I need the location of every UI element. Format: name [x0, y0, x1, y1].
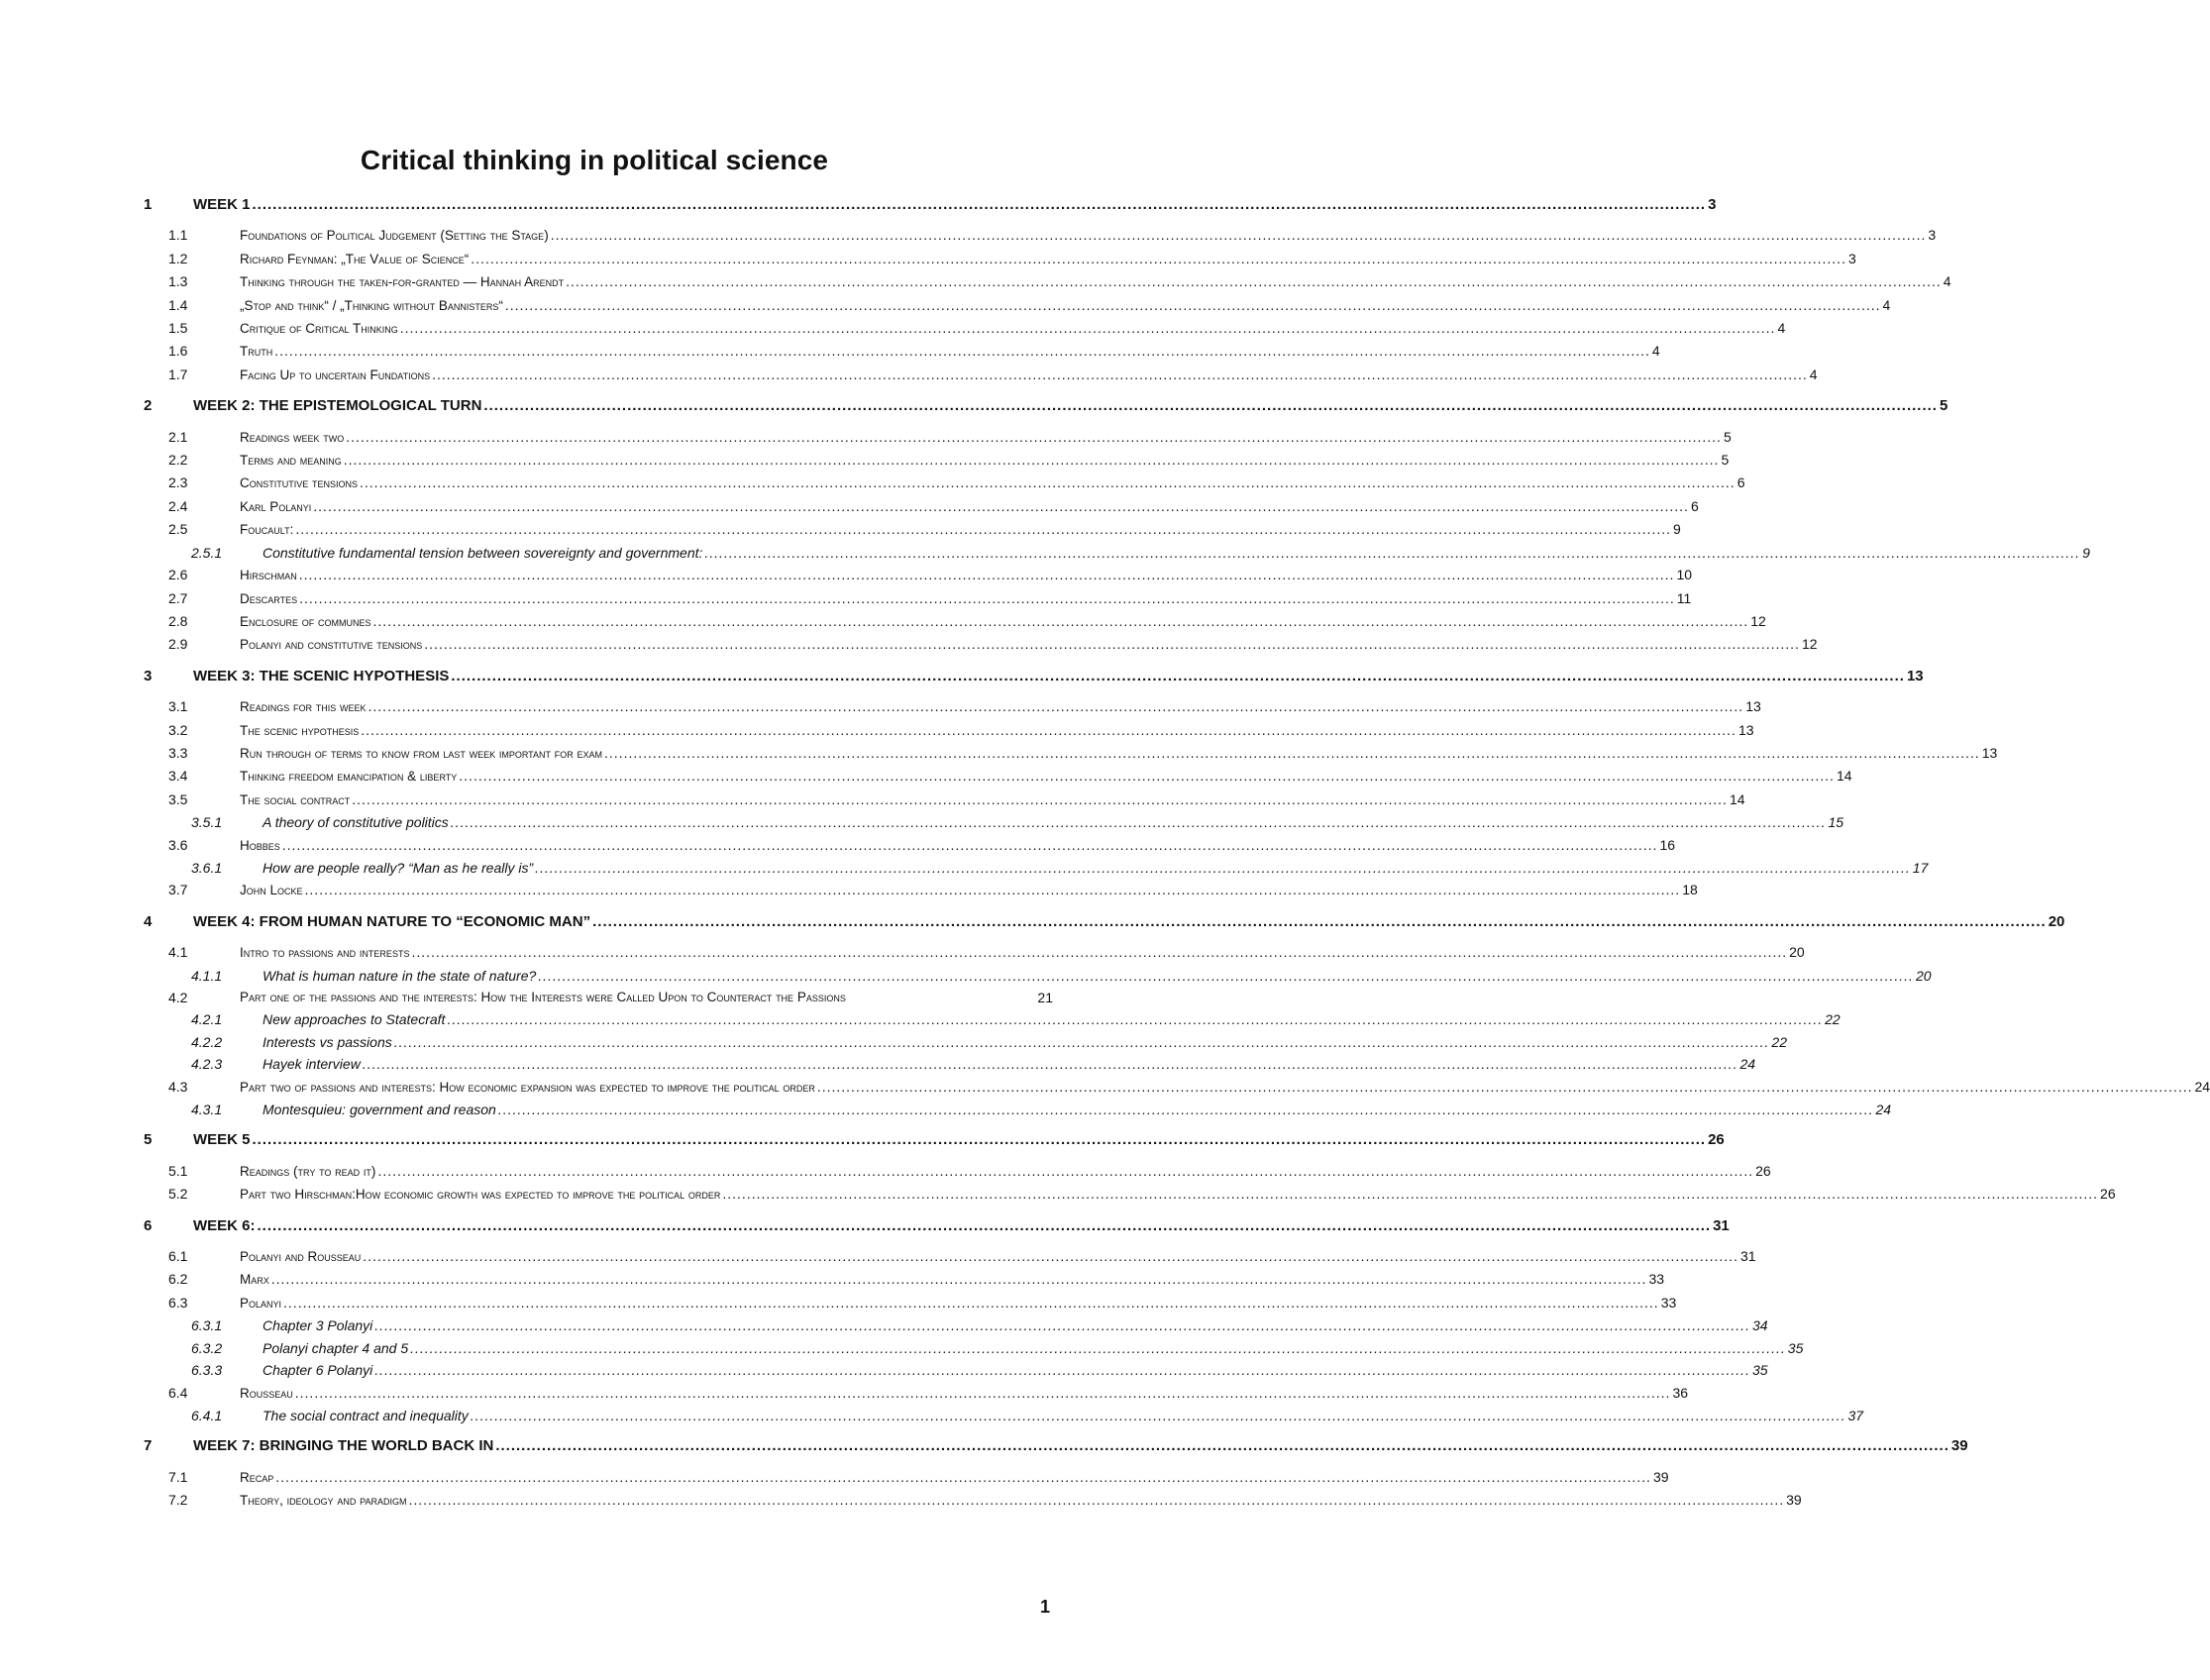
- toc-entry-title: New approaches to Statecraft: [263, 1011, 446, 1028]
- toc-entry-number: 5: [144, 1131, 153, 1149]
- toc-entry-page: 14: [1836, 768, 1852, 785]
- toc-entry-number: 1.6: [168, 343, 188, 360]
- dot-leader: [704, 542, 2080, 564]
- toc-entry-page: 26: [2100, 1186, 2116, 1203]
- toc-entry-4-2-1[interactable]: [144, 1008, 1841, 1030]
- dot-leader: [360, 472, 1736, 493]
- toc-entry-number: 6.3: [168, 1294, 188, 1311]
- toc-entry-title: Thinking freedom emancipation & liberty: [240, 769, 458, 785]
- toc-entry-3-2[interactable]: [144, 719, 1754, 742]
- toc-entry-number: 2: [144, 397, 153, 415]
- toc-entry-number: 7: [144, 1437, 153, 1455]
- toc-entry-title: Intro to passions and interests: [240, 945, 410, 961]
- toc-entry-1-3[interactable]: [144, 270, 1951, 293]
- toc-entry-3-6-1[interactable]: [144, 857, 1929, 879]
- dot-leader: [592, 911, 2047, 933]
- toc-entry-number: 6.3.2: [191, 1339, 223, 1356]
- dot-leader: [400, 317, 1776, 339]
- dot-leader: [363, 1053, 1738, 1075]
- dot-leader: [368, 695, 1744, 717]
- toc-entry-page: 10: [1676, 567, 1693, 583]
- toc-entry-page: 33: [1648, 1271, 1665, 1288]
- dot-leader: [299, 564, 1675, 585]
- toc-entry-title: Chapter 3 Polanyi: [263, 1317, 373, 1334]
- dot-leader: [459, 765, 1835, 787]
- dot-leader: [1034, 987, 1035, 1008]
- dot-leader: [274, 340, 1650, 362]
- toc-entry-6-3-1[interactable]: [144, 1314, 1768, 1336]
- dot-leader: [424, 633, 1800, 655]
- toc-entry-3-6[interactable]: [144, 834, 1676, 857]
- toc-entry-6-1[interactable]: [144, 1245, 1756, 1268]
- dot-leader: [258, 1215, 1712, 1237]
- toc-entry-title: Constitutive fundamental tension between sovereignty and government:: [263, 544, 703, 561]
- toc-entry-number: 4.3: [168, 1078, 188, 1095]
- toc-entry-page: 22: [1771, 1033, 1787, 1050]
- toc-entry-6-4[interactable]: [144, 1382, 1689, 1405]
- toc-entry-page: 13: [1981, 744, 1998, 761]
- toc-entry-title: Theory, ideology and paradigm: [240, 1493, 407, 1509]
- toc-entry-number: 1.2: [168, 250, 188, 266]
- document-title: Critical thinking in political science: [360, 145, 829, 175]
- toc-entry-2-8[interactable]: [144, 610, 1766, 633]
- toc-entry-number: 3.6.1: [191, 859, 223, 876]
- toc-entry-3-3[interactable]: [144, 742, 1998, 765]
- toc-entry-2[interactable]: [144, 395, 1948, 417]
- toc-entry-2-4[interactable]: [144, 495, 1699, 518]
- toc-entry-1-4[interactable]: [144, 294, 1891, 317]
- dot-leader: [471, 1405, 1846, 1426]
- toc-entry-number: 3.6: [168, 836, 188, 853]
- toc-entry-4-2-3[interactable]: [144, 1053, 1756, 1075]
- dot-leader: [295, 518, 1671, 540]
- toc-entry-number: 2.2: [168, 452, 188, 469]
- toc-entry-page: 35: [1787, 1339, 1804, 1356]
- toc-entry-1-2[interactable]: [144, 248, 1856, 270]
- toc-entry-6-2[interactable]: [144, 1268, 1665, 1291]
- toc-entry-page: 14: [1729, 790, 1745, 807]
- toc-entry-number: 6.3.1: [191, 1317, 223, 1334]
- toc-entry-title: Rousseau: [240, 1385, 293, 1401]
- toc-entry-title: WEEK 2: THE EPISTEMOLOGICAL TURN: [193, 397, 482, 415]
- toc-entry-number: 6.4.1: [191, 1407, 223, 1423]
- toc-entry-page: 13: [1745, 698, 1761, 715]
- toc-entry-number: 3.2: [168, 721, 188, 738]
- toc-entry-title: Part two of passions and interests: How economic expansion was expected to improve the political order: [240, 1079, 815, 1095]
- toc-entry-title: Critique of Critical Thinking: [240, 321, 398, 337]
- toc-entry-page: 9: [2082, 544, 2090, 561]
- toc-entry-title: Enclosure of communes: [240, 613, 371, 629]
- toc-entry-page: 37: [1847, 1407, 1864, 1423]
- toc-entry-page: 11: [1676, 589, 1692, 606]
- dot-leader: [483, 395, 1938, 417]
- toc-entry-title: Recap: [240, 1469, 274, 1485]
- toc-entry-page: 26: [1755, 1162, 1771, 1179]
- dot-leader: [498, 1099, 1874, 1120]
- toc-entry-number: 1.4: [168, 296, 188, 313]
- toc-entry-number: 2.4: [168, 497, 188, 514]
- toc-entry-title: Readings for this week: [240, 699, 367, 715]
- toc-entry-3-4[interactable]: [144, 765, 1852, 788]
- dot-leader: [346, 426, 1722, 448]
- toc-entry-title: WEEK 7: BRINGING THE WORLD BACK IN: [193, 1437, 494, 1455]
- toc-entry-title: Part two Hirschman:How economic growth was expected to improve the political order: [240, 1187, 721, 1203]
- toc-entry-page: 39: [1652, 1468, 1669, 1485]
- dot-leader: [408, 1489, 1784, 1511]
- toc-entry-number: 1.3: [168, 273, 188, 290]
- toc-entry-page: 16: [1659, 836, 1676, 853]
- toc-entry-1-6[interactable]: [144, 340, 1660, 363]
- dot-leader: [535, 857, 1911, 879]
- toc-entry-page: 31: [1739, 1248, 1756, 1265]
- toc-entry-title: Polanyi and constitutive tensions: [240, 637, 423, 653]
- toc-entry-page: 35: [1751, 1362, 1768, 1379]
- toc-entry-number: 7.2: [168, 1492, 188, 1509]
- toc-entry-page: 12: [1801, 636, 1818, 653]
- toc-entry-title: Run through of terms to know from last week important for exam: [240, 745, 603, 761]
- dot-leader: [722, 1183, 2098, 1205]
- toc-entry-5-1[interactable]: [144, 1160, 1771, 1183]
- toc-entry-title: A theory of constitutive politics: [263, 814, 449, 831]
- toc-entry-page: 9: [1673, 521, 1681, 538]
- dot-leader: [313, 495, 1689, 517]
- dot-leader: [451, 811, 1827, 833]
- toc-entry-page: 20: [1915, 967, 1932, 984]
- toc-entry-page: 33: [1660, 1294, 1677, 1311]
- toc-entry-number: 3.4: [168, 768, 188, 785]
- toc-entry-number: 4.1.1: [191, 967, 223, 984]
- toc-entry-6-3[interactable]: [144, 1292, 1677, 1314]
- dot-leader: [495, 1435, 1949, 1457]
- toc-entry-title: Terms and meaning: [240, 453, 342, 469]
- toc-entry-6-3-3[interactable]: [144, 1359, 1768, 1381]
- toc-entry-1-1[interactable]: [144, 224, 1937, 247]
- dot-leader: [374, 1314, 1750, 1336]
- toc-entry-page: 22: [1825, 1011, 1841, 1028]
- toc-entry-page: 20: [2048, 912, 2065, 930]
- toc-entry-number: 6.4: [168, 1384, 188, 1401]
- dot-leader: [505, 294, 1881, 316]
- toc-entry-page: 4: [1882, 296, 1891, 313]
- toc-entry-4-1[interactable]: [144, 941, 1805, 964]
- dot-leader: [295, 1382, 1671, 1404]
- toc-entry-number: 6.1: [168, 1248, 188, 1265]
- toc-entry-1-5[interactable]: [144, 317, 1786, 340]
- toc-entry-title: Marx: [240, 1272, 269, 1288]
- toc-entry-page: 4: [1777, 320, 1786, 337]
- toc-entry-1[interactable]: [144, 194, 1717, 216]
- dot-leader: [604, 742, 1980, 764]
- toc-entry-number: 2.7: [168, 589, 188, 606]
- toc-entry-title: Part one of the passions and the interests: How the Interests were Called Upon to Counteract the Passions: [240, 990, 846, 1004]
- toc-entry-page: 15: [1828, 814, 1844, 831]
- toc-entry-1-7[interactable]: [144, 364, 1818, 386]
- toc-entry-title: The scenic hypothesis: [240, 722, 360, 738]
- dot-leader: [299, 587, 1675, 609]
- toc-entry-title: „Stop and think“ / „Thinking without Bannisters“: [240, 297, 503, 313]
- toc-entry-number: 3.5.1: [191, 814, 223, 831]
- toc-entry-4-2-2[interactable]: [144, 1031, 1787, 1053]
- toc-entry-6[interactable]: [144, 1215, 1730, 1237]
- toc-entry-page: 21: [1037, 990, 1053, 1005]
- toc-entry-4-2[interactable]: [144, 987, 1053, 1008]
- dot-leader: [538, 965, 1914, 987]
- toc-entry-title: The social contract and inequality: [263, 1407, 469, 1423]
- dot-leader: [373, 610, 1749, 632]
- toc-entry-7-2[interactable]: [144, 1489, 1802, 1512]
- toc-entry-title: Constitutive tensions: [240, 475, 359, 491]
- toc-entry-number: 4.2.2: [191, 1033, 223, 1050]
- toc-entry-title: Foucault:: [240, 522, 294, 538]
- toc-entry-number: 3: [144, 667, 153, 684]
- dot-leader: [283, 1292, 1659, 1313]
- toc-entry-number: 6.3.3: [191, 1362, 223, 1379]
- toc-entry-3-1[interactable]: [144, 695, 1761, 718]
- toc-entry-title: Karl Polanyi: [240, 498, 312, 514]
- toc-entry-title: Richard Feynman: „The Value of Science“: [240, 251, 470, 266]
- toc-entry-number: 3.7: [168, 882, 188, 898]
- dot-leader: [471, 248, 1846, 269]
- toc-entry-number: 4.1: [168, 944, 188, 961]
- dot-leader: [410, 1337, 1786, 1359]
- toc-entry-3-5-1[interactable]: [144, 811, 1844, 833]
- toc-entry-title: Readings week two: [240, 429, 345, 445]
- toc-entry-title: How are people really? “Man as he really is”: [263, 859, 534, 876]
- toc-entry-page: 34: [1751, 1317, 1768, 1334]
- toc-entry-3[interactable]: [144, 666, 1924, 687]
- toc-entry-number: 2.8: [168, 612, 188, 629]
- toc-entry-3-7[interactable]: [144, 879, 1698, 901]
- dot-leader: [551, 224, 1927, 246]
- dot-leader: [275, 1466, 1651, 1488]
- toc-entry-2-3[interactable]: [144, 472, 1745, 494]
- toc-entry-number: 6: [144, 1216, 153, 1234]
- toc-entry-page: 24: [2194, 1078, 2210, 1095]
- toc-entry-title: John Locke: [240, 883, 303, 898]
- dot-leader: [352, 788, 1728, 810]
- toc-entry-title: Descartes: [240, 590, 298, 606]
- toc-entry-title: WEEK 1: [193, 196, 251, 213]
- toc-entry-number: 2.5: [168, 521, 188, 538]
- toc-entry-title: Facing Up to uncertain Fundations: [240, 367, 431, 382]
- toc-entry-title: What is human nature in the state of nature?: [263, 967, 537, 984]
- toc-entry-number: 1.1: [168, 227, 188, 244]
- toc-entry-6-3-2[interactable]: [144, 1337, 1804, 1359]
- toc-entry-2-9[interactable]: [144, 633, 1818, 656]
- dot-leader: [394, 1031, 1770, 1053]
- toc-entry-title: The social contract: [240, 791, 351, 807]
- toc-entry-4-3[interactable]: [144, 1076, 2210, 1099]
- toc-entry-page: 3: [1928, 227, 1937, 244]
- toc-entry-page: 5: [1723, 428, 1732, 445]
- toc-entry-number: 4: [144, 912, 153, 930]
- toc-entry-title: Readings (try to read it): [240, 1163, 376, 1179]
- toc-entry-title: WEEK 3: THE SCENIC HYPOTHESIS: [193, 667, 450, 684]
- toc-entry-page: 17: [1912, 859, 1929, 876]
- toc-entry-title: WEEK 4: FROM HUMAN NATURE TO “ECONOMIC MAN”: [193, 912, 591, 930]
- toc-entry-page: 13: [1737, 721, 1754, 738]
- toc-entry-title: Hobbes: [240, 837, 280, 853]
- dot-leader: [363, 1245, 1738, 1267]
- toc-entry-page: 12: [1750, 612, 1766, 629]
- toc-entry-2-5[interactable]: [144, 518, 1681, 541]
- toc-entry-2-2[interactable]: [144, 449, 1730, 472]
- toc-entry-4-3-1[interactable]: [144, 1099, 1892, 1120]
- toc-entry-title: Polanyi: [240, 1295, 282, 1311]
- toc-entry-4-1-1[interactable]: [144, 965, 1932, 987]
- toc-entry-page: 24: [1739, 1056, 1756, 1073]
- toc-entry-number: 3.1: [168, 698, 188, 715]
- toc-entry-number: 6.2: [168, 1271, 188, 1288]
- toc-entry-2-1[interactable]: [144, 426, 1732, 449]
- toc-entry-number: 4.2.1: [191, 1011, 223, 1028]
- dot-leader: [411, 941, 1787, 963]
- toc-entry-2-6[interactable]: [144, 564, 1693, 586]
- dot-leader: [566, 270, 1942, 292]
- toc-entry-title: Montesquieu: government and reason: [263, 1102, 496, 1118]
- dot-leader: [344, 449, 1720, 471]
- dot-leader: [305, 879, 1681, 900]
- dot-leader: [377, 1160, 1753, 1182]
- toc-entry-5-2[interactable]: [144, 1183, 2116, 1206]
- toc-entry-number: 4.2.3: [191, 1056, 223, 1073]
- toc-entry-page: 31: [1713, 1216, 1730, 1234]
- toc-entry-number: 5.2: [168, 1186, 188, 1203]
- dot-leader: [817, 1076, 2193, 1098]
- dot-leader: [374, 1359, 1750, 1381]
- toc-entry-number: 2.6: [168, 567, 188, 583]
- toc-entry-title: WEEK 5: [193, 1131, 251, 1149]
- toc-entry-2-5-1[interactable]: [144, 542, 2090, 564]
- toc-entry-title: Chapter 6 Polanyi: [263, 1362, 373, 1379]
- toc-entry-title: Truth: [240, 344, 273, 360]
- toc-entry-page: 5: [1721, 452, 1730, 469]
- dot-leader: [271, 1268, 1647, 1290]
- toc-entry-number: 2.3: [168, 474, 188, 491]
- toc-entry-title: Hayek interview: [263, 1056, 361, 1073]
- toc-entry-page: 4: [1651, 343, 1660, 360]
- toc-entry-page: 26: [1708, 1131, 1725, 1149]
- toc-entry-page: 3: [1847, 250, 1856, 266]
- toc-entry-page: 39: [1950, 1437, 1968, 1455]
- toc-entry-4[interactable]: [144, 911, 2065, 933]
- toc-entry-title: Interests vs passions: [263, 1033, 392, 1050]
- toc-entry-title: WEEK 6:: [193, 1216, 256, 1234]
- toc-entry-number: 5.1: [168, 1162, 188, 1179]
- toc-entry-number: 3.5: [168, 790, 188, 807]
- toc-entry-page: 13: [1906, 667, 1924, 684]
- toc-entry-page: 39: [1786, 1492, 1802, 1509]
- toc-entry-number: 7.1: [168, 1468, 188, 1485]
- toc-entry-title: Polanyi chapter 4 and 5: [263, 1339, 409, 1356]
- page-number: 1: [1039, 1597, 1050, 1617]
- toc-entry-title: Foundations of Political Judgement (Setting the Stage): [240, 228, 549, 244]
- toc-entry-title: Hirschman: [240, 568, 297, 583]
- toc-entry-number: 2.5.1: [191, 544, 223, 561]
- dot-leader: [451, 666, 1905, 687]
- toc-entry-page: 4: [1809, 366, 1818, 382]
- toc-entry-page: 20: [1789, 944, 1805, 961]
- toc-entry-2-7[interactable]: [144, 587, 1692, 610]
- toc-entry-page: 4: [1943, 273, 1951, 290]
- dot-leader: [253, 1129, 1707, 1151]
- dot-leader: [361, 719, 1736, 741]
- toc-entry-page: 36: [1672, 1384, 1689, 1401]
- toc-entry-page: 6: [1736, 474, 1745, 491]
- toc-entry-number: 4.3.1: [191, 1102, 223, 1118]
- toc-entry-number: 1.7: [168, 366, 188, 382]
- toc-entry-page: 24: [1875, 1102, 1892, 1118]
- toc-entry-7-1[interactable]: [144, 1466, 1669, 1489]
- table-of-contents: [144, 194, 2210, 1513]
- toc-entry-6-4-1[interactable]: [144, 1405, 1864, 1426]
- toc-entry-number: 3.3: [168, 744, 188, 761]
- toc-entry-page: 5: [1939, 397, 1948, 415]
- dot-leader: [282, 834, 1658, 856]
- toc-entry-page: 3: [1708, 196, 1717, 213]
- toc-entry-title: Thinking through the taken-for-granted — Hannah Arendt: [240, 274, 565, 290]
- toc-entry-number: 1: [144, 196, 153, 213]
- toc-entry-number: 2.1: [168, 428, 188, 445]
- dot-leader: [432, 364, 1808, 385]
- toc-entry-7[interactable]: [144, 1435, 1968, 1457]
- toc-entry-page: 6: [1690, 497, 1699, 514]
- toc-entry-5[interactable]: [144, 1129, 1725, 1151]
- toc-entry-page: 18: [1682, 882, 1698, 898]
- dot-leader: [447, 1008, 1823, 1030]
- toc-entry-number: 4.2: [168, 990, 188, 1005]
- dot-leader: [253, 194, 1707, 216]
- toc-entry-number: 1.5: [168, 320, 188, 337]
- toc-entry-3-5[interactable]: [144, 788, 1745, 811]
- toc-entry-number: 2.9: [168, 636, 188, 653]
- toc-entry-title: Polanyi and Rousseau: [240, 1249, 362, 1265]
